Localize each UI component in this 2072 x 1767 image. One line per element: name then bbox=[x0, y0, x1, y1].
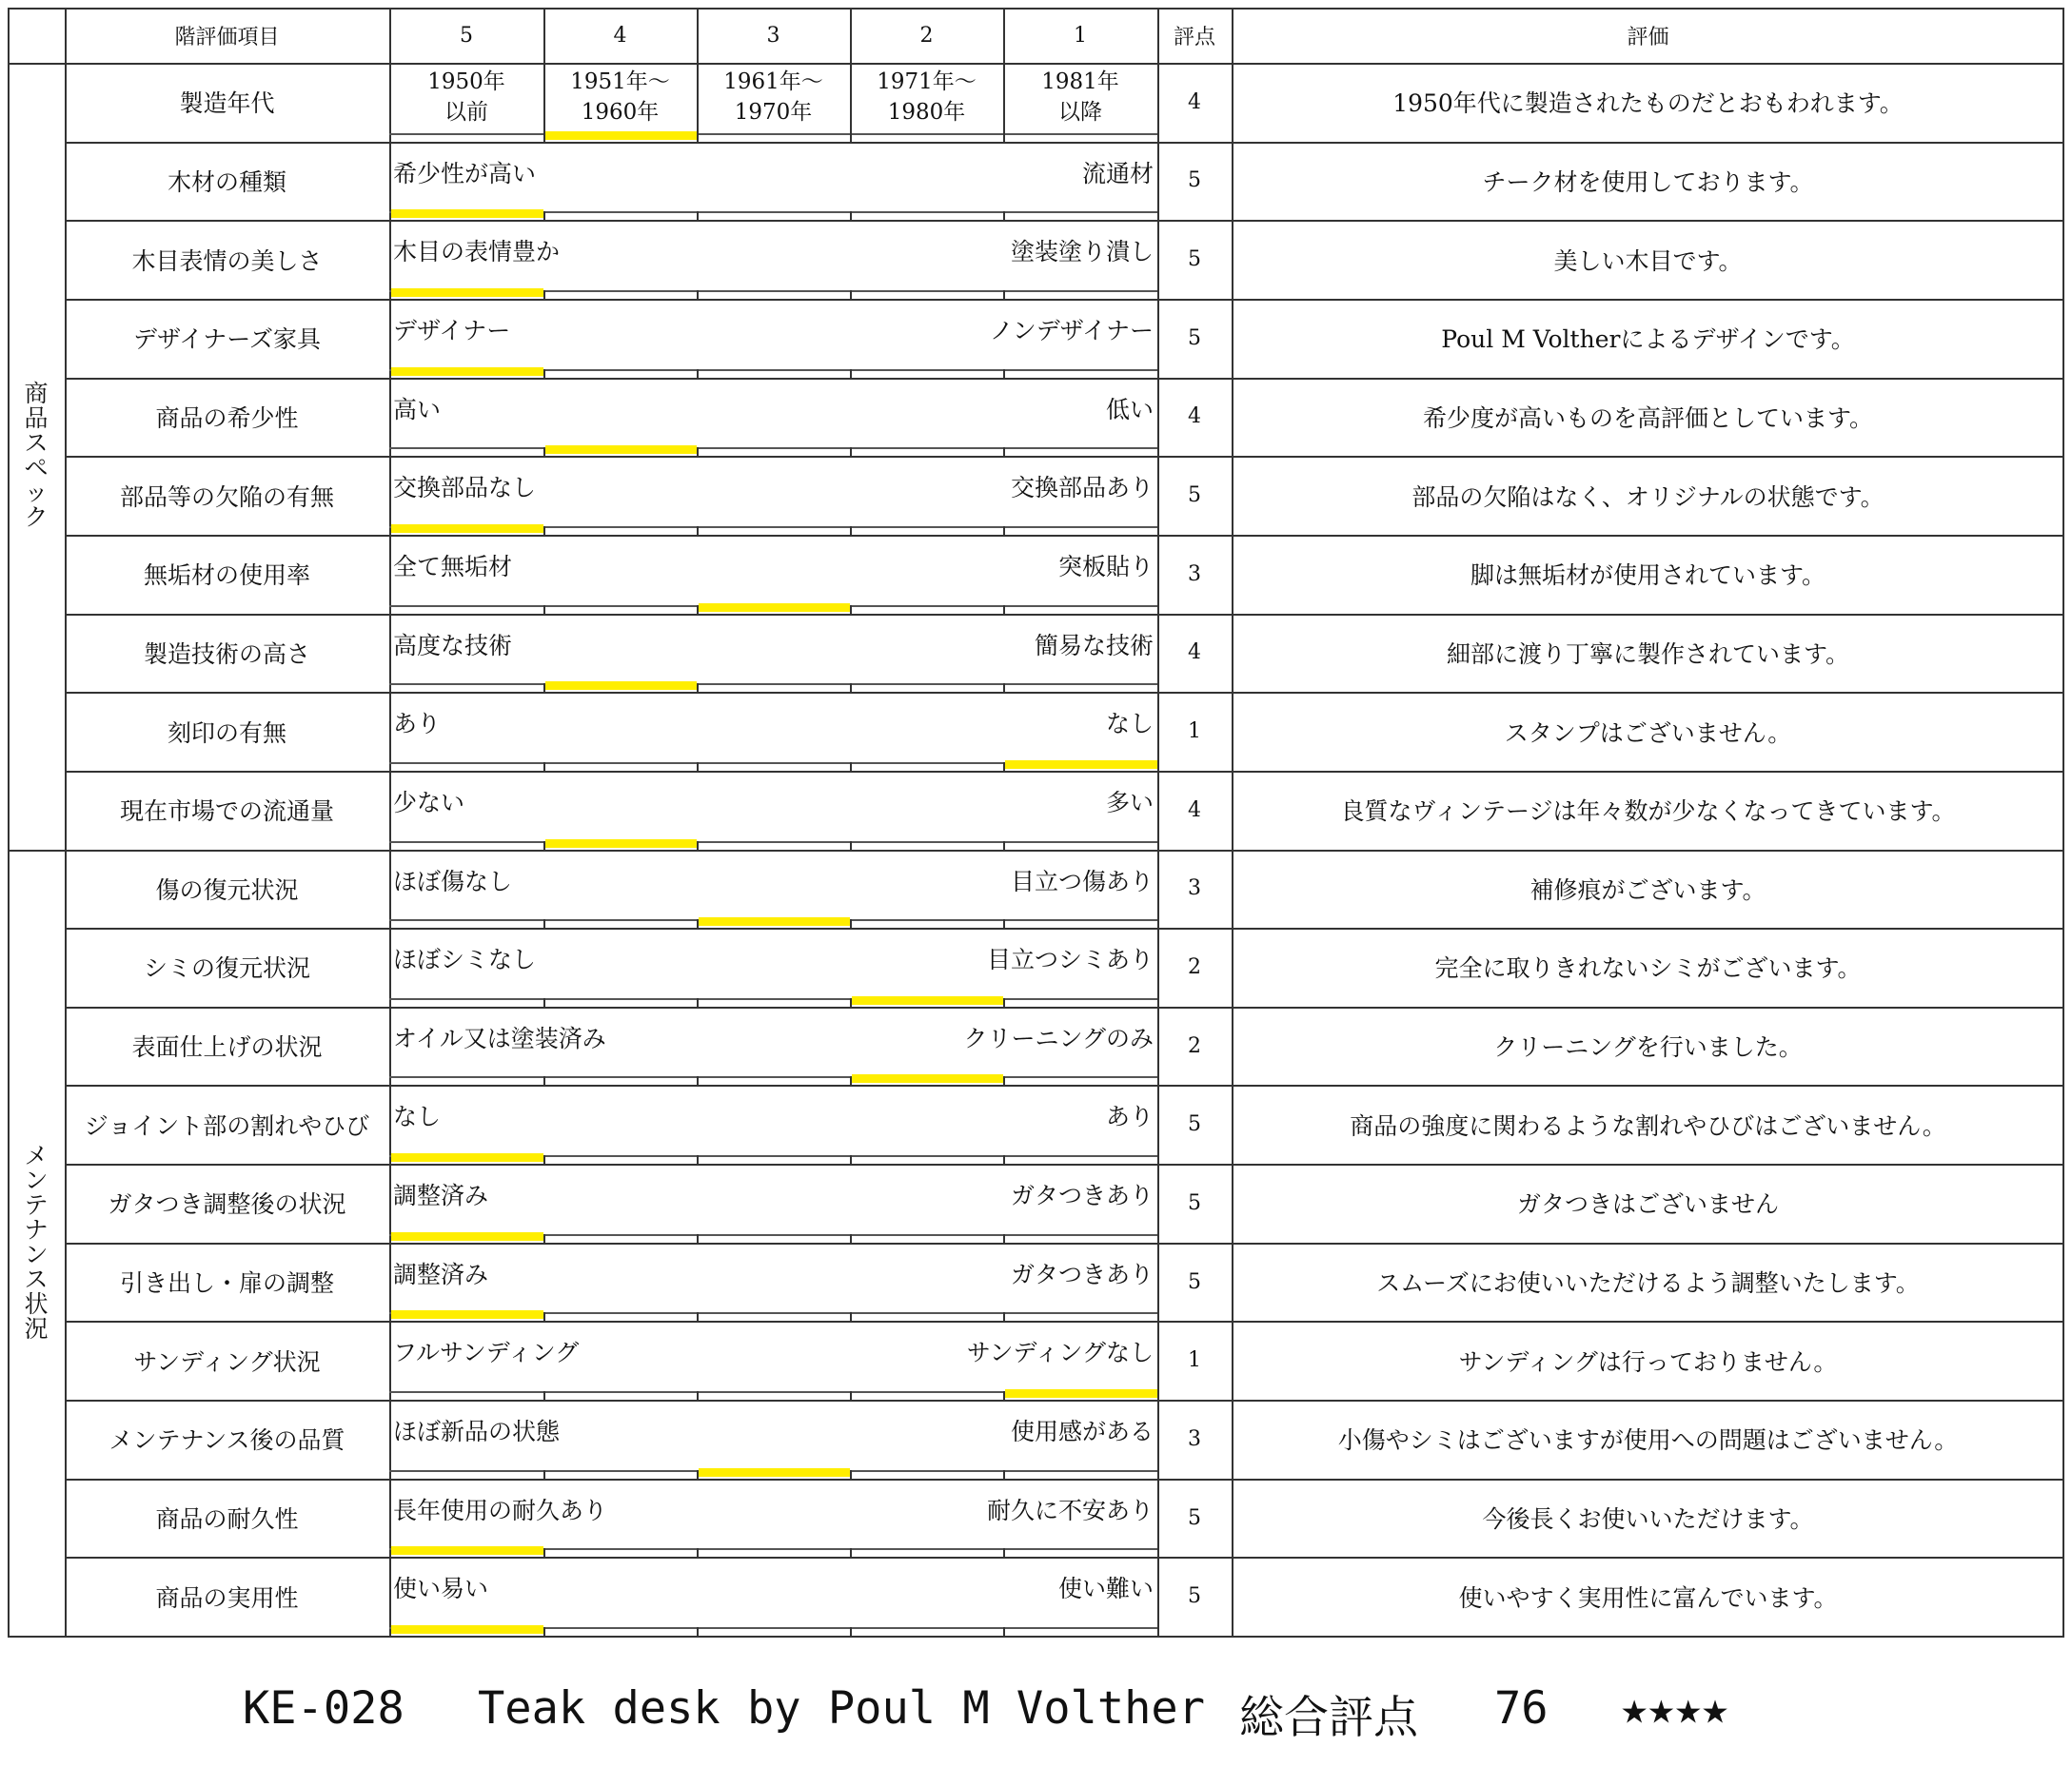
item-name: 製造年代 bbox=[179, 89, 275, 118]
rating-marker bbox=[391, 288, 543, 297]
evaluation-text: 補修痕がございます。 bbox=[1529, 875, 1766, 904]
scale-tick bbox=[850, 1155, 852, 1164]
scale-tick bbox=[543, 1548, 545, 1557]
rating-marker bbox=[699, 603, 850, 612]
rating-marker bbox=[1005, 760, 1157, 769]
star-rating: ★★★★ bbox=[1621, 1682, 1729, 1735]
item-name: 現在市場での流通量 bbox=[119, 797, 334, 826]
rating-marker bbox=[545, 681, 697, 690]
scale-tick bbox=[1003, 290, 1005, 299]
scale-right-label: 使い難い bbox=[1057, 1575, 1154, 1603]
scale-baseline bbox=[389, 998, 1157, 1000]
scale-right-label: 突板貼り bbox=[1057, 552, 1154, 580]
scale-tick bbox=[543, 211, 545, 220]
scale-tick bbox=[697, 1234, 699, 1243]
scale-tick bbox=[850, 1470, 852, 1479]
scale-tick bbox=[543, 526, 545, 535]
scale-left-label: ほぼ傷なし bbox=[393, 867, 513, 895]
item-name: 部品等の欠陥の有無 bbox=[119, 482, 334, 511]
item-name: 表面仕上げの状況 bbox=[131, 1033, 323, 1062]
rating-marker bbox=[1005, 1389, 1157, 1398]
rating-marker bbox=[852, 996, 1003, 1005]
scale-tick bbox=[850, 526, 852, 535]
score-value: 5 bbox=[1188, 1190, 1201, 1215]
scale-right-label: 交換部品あり bbox=[1010, 474, 1154, 502]
scale-tick bbox=[543, 1627, 545, 1636]
rating-marker bbox=[391, 524, 543, 533]
item-name: 木目表情の美しさ bbox=[131, 246, 323, 275]
scale-tick bbox=[543, 290, 545, 299]
score-value: 4 bbox=[1188, 89, 1201, 114]
header-score: 評点 bbox=[1173, 25, 1215, 49]
scale-left-label: 調整済み bbox=[393, 1182, 489, 1210]
scale-tick bbox=[543, 998, 545, 1007]
scale-tick bbox=[697, 1312, 699, 1321]
scale-tick bbox=[1003, 605, 1005, 614]
scale-tick bbox=[543, 762, 545, 771]
score-value: 1 bbox=[1188, 1348, 1201, 1373]
total-score-value: 76 bbox=[1494, 1682, 1549, 1735]
scale-left-label: なし bbox=[393, 1103, 442, 1131]
header-evaluation: 評価 bbox=[1627, 25, 1669, 49]
rating-marker bbox=[391, 1232, 543, 1241]
scale-left-label: ほぼ新品の状態 bbox=[393, 1418, 561, 1446]
scale-right-label: なし bbox=[1105, 710, 1154, 738]
header-level-5: 5 bbox=[460, 23, 473, 48]
header-level-3: 3 bbox=[766, 23, 780, 48]
scale-left-label: 長年使用の耐久あり bbox=[393, 1496, 608, 1524]
evaluation-text: スムーズにお使いいただけるよう調整いたします。 bbox=[1376, 1269, 1920, 1298]
scale-tick bbox=[1003, 1312, 1005, 1321]
scale-baseline bbox=[389, 841, 1157, 843]
scale-tick bbox=[543, 1234, 545, 1243]
scale-right-label: 塗装塗り潰し bbox=[1010, 238, 1154, 266]
score-value: 2 bbox=[1188, 954, 1201, 979]
scale-right-label: 簡易な技術 bbox=[1034, 631, 1154, 659]
score-value: 4 bbox=[1188, 404, 1201, 429]
scale-right-label: 低い bbox=[1105, 395, 1154, 423]
rating-marker bbox=[391, 1310, 543, 1319]
scale-tick bbox=[850, 211, 852, 220]
evaluation-text: 商品の強度に関わるような割れやひびはございません。 bbox=[1350, 1111, 1946, 1140]
scale-left-label: 調整済み bbox=[393, 1260, 489, 1288]
score-value: 3 bbox=[1188, 1426, 1201, 1451]
scale-tick bbox=[850, 1548, 852, 1557]
scale-tick bbox=[697, 290, 699, 299]
evaluation-text: 部品の欠陥はなく、オリジナルの状態です。 bbox=[1411, 482, 1885, 511]
era-label: 1971年～ 1980年 bbox=[877, 69, 977, 126]
score-value: 3 bbox=[1188, 876, 1201, 901]
item-name: 引き出し・扉の調整 bbox=[119, 1269, 334, 1298]
scale-tick bbox=[1003, 1234, 1005, 1243]
scale-left-label: デザイナー bbox=[393, 316, 511, 344]
scale-tick bbox=[697, 1627, 699, 1636]
score-value: 5 bbox=[1188, 168, 1201, 193]
scale-right-label: 目立つシミあり bbox=[986, 946, 1154, 974]
evaluation-text: 今後長くお使いいただけます。 bbox=[1482, 1505, 1814, 1533]
scale-tick bbox=[697, 1076, 699, 1085]
scale-tick bbox=[1003, 1155, 1005, 1164]
border-bottom bbox=[8, 1636, 2064, 1638]
item-name: 木材の種類 bbox=[167, 167, 286, 196]
scale-right-label: 耐久に不安あり bbox=[986, 1496, 1154, 1524]
item-name: 商品の実用性 bbox=[155, 1583, 299, 1612]
score-value: 5 bbox=[1188, 325, 1201, 350]
score-value: 5 bbox=[1188, 247, 1201, 272]
scale-left-label: 希少性が高い bbox=[393, 159, 537, 187]
item-name: 刻印の有無 bbox=[167, 718, 286, 747]
rating-marker bbox=[699, 917, 850, 926]
score-value: 5 bbox=[1188, 1584, 1201, 1609]
scale-tick bbox=[697, 369, 699, 378]
header-level-1: 1 bbox=[1074, 23, 1087, 48]
item-name: 無垢材の使用率 bbox=[143, 561, 310, 590]
rating-marker bbox=[699, 1468, 850, 1477]
score-value: 5 bbox=[1188, 1112, 1201, 1137]
scale-tick bbox=[1003, 683, 1005, 692]
item-name: メンテナンス後の品質 bbox=[109, 1426, 345, 1455]
score-value: 4 bbox=[1188, 640, 1201, 665]
evaluation-text: 小傷やシミはございますが使用への問題はございません。 bbox=[1337, 1426, 1959, 1455]
scale-tick bbox=[697, 683, 699, 692]
item-name: シミの復元状況 bbox=[143, 954, 310, 983]
scale-tick bbox=[1003, 841, 1005, 850]
item-name: デザイナーズ家具 bbox=[132, 325, 321, 354]
scale-right-label: 使用感がある bbox=[1010, 1418, 1154, 1446]
rating-marker bbox=[852, 1074, 1003, 1083]
era-label: 1961年～ 1970年 bbox=[723, 69, 823, 126]
evaluation-text: 1950年代に製造されたものだとおもわれます。 bbox=[1392, 89, 1904, 118]
scale-tick bbox=[543, 1076, 545, 1085]
item-name: ジョイント部の割れやひび bbox=[84, 1111, 370, 1140]
scale-tick bbox=[850, 290, 852, 299]
scale-baseline bbox=[389, 1076, 1157, 1078]
scale-right-label: 目立つ傷あり bbox=[1010, 867, 1154, 895]
scale-tick bbox=[850, 683, 852, 692]
evaluation-text: スタンプはございません。 bbox=[1504, 718, 1792, 747]
scale-tick bbox=[1003, 1076, 1005, 1085]
scale-tick bbox=[1003, 1470, 1005, 1479]
header-level-2: 2 bbox=[919, 23, 934, 48]
score-value: 5 bbox=[1188, 1505, 1201, 1530]
group-label: 商 品 ス ペ ッ ク bbox=[24, 380, 49, 532]
scale-baseline bbox=[389, 447, 1157, 449]
scale-tick bbox=[850, 1234, 852, 1243]
scale-tick bbox=[850, 605, 852, 614]
evaluation-text: Poul M Voltherによるデザインです。 bbox=[1441, 325, 1855, 354]
scale-left-label: 高い bbox=[393, 395, 442, 423]
evaluation-text: 細部に渡り丁寧に製作されています。 bbox=[1446, 639, 1849, 668]
scale-left-label: あり bbox=[393, 710, 442, 738]
scale-right-label: クリーニングのみ bbox=[963, 1024, 1154, 1052]
rating-marker bbox=[391, 1625, 543, 1634]
scale-tick bbox=[850, 369, 852, 378]
era-label: 1950年 以前 bbox=[427, 69, 505, 126]
item-name: 製造技術の高さ bbox=[143, 639, 310, 668]
scale-tick bbox=[1003, 998, 1005, 1007]
evaluation-text: 希少度が高いものを高評価としています。 bbox=[1422, 403, 1873, 432]
scale-tick bbox=[850, 1391, 852, 1400]
scale-tick bbox=[543, 919, 545, 928]
rating-marker bbox=[545, 131, 697, 140]
product-code: KE-028 bbox=[243, 1682, 405, 1735]
evaluation-text: 脚は無垢材が使用されています。 bbox=[1470, 561, 1825, 590]
rating-marker bbox=[391, 209, 543, 218]
scale-tick bbox=[850, 447, 852, 456]
rating-marker bbox=[545, 839, 697, 848]
scale-left-label: 少ない bbox=[393, 788, 465, 816]
scale-left-label: オイル又は塗装済み bbox=[393, 1024, 606, 1052]
total-score-label: 総合評点 bbox=[1239, 1692, 1418, 1744]
score-value: 1 bbox=[1188, 719, 1201, 743]
evaluation-text: サンディングは行っておりません。 bbox=[1458, 1347, 1838, 1376]
scale-tick bbox=[1003, 526, 1005, 535]
evaluation-text: チーク材を使用しております。 bbox=[1482, 167, 1814, 196]
score-value: 3 bbox=[1188, 561, 1201, 586]
scale-tick bbox=[697, 841, 699, 850]
evaluation-text: クリーニングを行いました。 bbox=[1493, 1033, 1803, 1062]
evaluation-text: 使いやすく実用性に富んでいます。 bbox=[1458, 1583, 1838, 1612]
scale-right-label: ガタつきあり bbox=[1010, 1182, 1154, 1210]
group-label: メ ン テ ナ ン ス 状 況 bbox=[24, 1141, 49, 1343]
scale-tick bbox=[543, 1470, 545, 1479]
scale-right-label: 多い bbox=[1105, 788, 1154, 816]
rating-marker bbox=[391, 367, 543, 376]
scale-left-label: フルサンディング bbox=[393, 1339, 580, 1367]
evaluation-text: ガタつきはございません bbox=[1516, 1190, 1779, 1219]
scale-tick bbox=[697, 762, 699, 771]
scale-tick bbox=[697, 998, 699, 1007]
scale-tick bbox=[1003, 369, 1005, 378]
item-name: ガタつき調整後の状況 bbox=[108, 1190, 346, 1219]
scale-tick bbox=[543, 1312, 545, 1321]
header-item: 階評価項目 bbox=[174, 25, 280, 49]
score-value: 5 bbox=[1188, 1269, 1201, 1294]
scale-tick bbox=[850, 841, 852, 850]
scale-tick bbox=[697, 1155, 699, 1164]
scale-left-label: 高度な技術 bbox=[393, 631, 513, 659]
item-name: 商品の希少性 bbox=[155, 403, 299, 432]
era-label: 1951年～ 1960年 bbox=[570, 69, 670, 126]
header-level-4: 4 bbox=[613, 23, 627, 48]
scale-tick bbox=[697, 1391, 699, 1400]
product-name: Teak desk by Poul M Volther bbox=[478, 1682, 1206, 1735]
scale-right-label: 流通材 bbox=[1081, 159, 1154, 187]
scale-right-label: サンディングなし bbox=[966, 1339, 1154, 1367]
evaluation-text: 良質なヴィンテージは年々数が少なくなってきています。 bbox=[1340, 797, 1956, 826]
scale-tick bbox=[697, 211, 699, 220]
scale-tick bbox=[697, 1548, 699, 1557]
scale-tick bbox=[850, 1627, 852, 1636]
rating-marker bbox=[391, 1546, 543, 1555]
scale-tick bbox=[1003, 447, 1005, 456]
scale-left-label: 木目の表情豊か bbox=[393, 238, 561, 266]
scale-tick bbox=[697, 447, 699, 456]
scale-tick bbox=[697, 526, 699, 535]
score-value: 2 bbox=[1188, 1033, 1201, 1058]
footer-summary bbox=[0, 1682, 2072, 1744]
score-value: 4 bbox=[1188, 797, 1201, 822]
scale-tick bbox=[1003, 919, 1005, 928]
evaluation-text: 完全に取りきれないシミがございます。 bbox=[1434, 954, 1862, 983]
scale-tick bbox=[1003, 1548, 1005, 1557]
rating-marker bbox=[545, 445, 697, 454]
column-divider bbox=[389, 8, 391, 1638]
scale-tick bbox=[1003, 211, 1005, 220]
scale-tick bbox=[1003, 1627, 1005, 1636]
score-value: 5 bbox=[1188, 483, 1201, 508]
rating-marker bbox=[391, 1153, 543, 1162]
scale-tick bbox=[543, 605, 545, 614]
scale-right-label: あり bbox=[1105, 1103, 1154, 1131]
scale-left-label: 交換部品なし bbox=[393, 474, 537, 502]
scale-right-label: ガタつきあり bbox=[1010, 1260, 1154, 1288]
rating-sheet bbox=[8, 8, 2064, 1636]
scale-tick bbox=[850, 919, 852, 928]
scale-left-label: 全て無垢材 bbox=[393, 552, 513, 580]
scale-right-label: ノンデザイナー bbox=[989, 316, 1154, 344]
scale-baseline bbox=[389, 133, 1157, 135]
scale-baseline bbox=[389, 683, 1157, 685]
scale-left-label: ほぼシミなし bbox=[393, 946, 537, 974]
scale-tick bbox=[850, 1312, 852, 1321]
scale-tick bbox=[543, 1391, 545, 1400]
item-name: サンディング状況 bbox=[133, 1347, 321, 1376]
evaluation-text: 美しい木目です。 bbox=[1553, 246, 1743, 275]
scale-tick bbox=[543, 1155, 545, 1164]
item-name: 商品の耐久性 bbox=[155, 1505, 299, 1533]
scale-tick bbox=[850, 762, 852, 771]
era-label: 1981年 以降 bbox=[1041, 69, 1119, 126]
item-name: 傷の復元状況 bbox=[155, 875, 299, 904]
scale-tick bbox=[543, 369, 545, 378]
scale-left-label: 使い易い bbox=[393, 1575, 489, 1603]
